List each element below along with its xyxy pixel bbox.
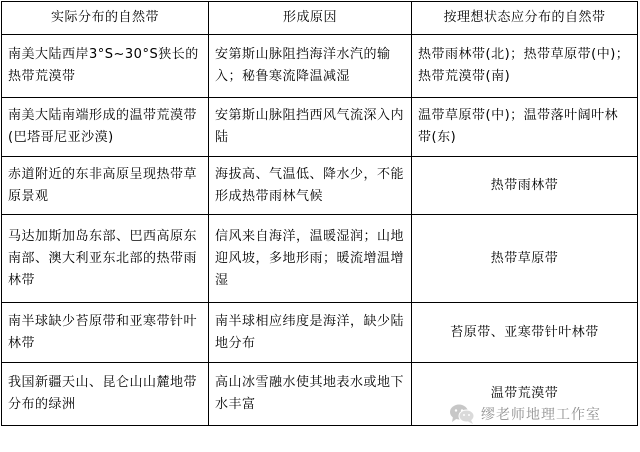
cell-cause: 南半球相应纬度是海洋，缺少陆地分布 (209, 303, 412, 363)
cell-actual-zone: 南半球缺少苔原带和亚寒带针叶林带 (2, 303, 209, 363)
cell-cause: 海拔高、气温低、降水少，不能形成热带雨林气候 (209, 157, 412, 215)
table-row (2, 215, 638, 303)
cell-actual-zone: 南美大陆南端形成的温带荒漠带(巴塔哥尼亚沙漠) (2, 98, 209, 157)
header-actual-zone: 实际分布的自然带 (2, 2, 209, 35)
table-row (2, 303, 638, 363)
table-row (2, 98, 638, 157)
cell-ideal-zone: 苔原带、亚寒带针叶林带 (412, 303, 638, 363)
cell-ideal-zone: 温带荒漠带 (412, 363, 638, 426)
cell-cause: 安第斯山脉阻挡海洋水汽的输入；秘鲁寒流降温减湿 (209, 35, 412, 98)
table-row (2, 35, 638, 98)
cell-cause: 信风来自海洋，温暖湿润；山地迎风坡，多地形雨；暖流增温增湿 (209, 215, 412, 303)
natural-zones-table (1, 1, 638, 426)
cell-ideal-zone: 热带雨林带 (412, 157, 638, 215)
cell-cause: 安第斯山脉阻挡西风气流深入内陆 (209, 98, 412, 157)
cell-actual-zone: 南美大陆西岸3°S~30°S狭长的热带荒漠带 (2, 35, 209, 98)
table-row (2, 363, 638, 426)
cell-ideal-zone: 温带草原带(中)；温带落叶阔叶林带(东) (412, 98, 638, 157)
header-ideal-zone: 按理想状态应分布的自然带 (412, 2, 638, 35)
table-header-row (2, 2, 638, 35)
header-cause: 形成原因 (209, 2, 412, 35)
table-row (2, 157, 638, 215)
cell-actual-zone: 我国新疆天山、昆仑山山麓地带分布的绿洲 (2, 363, 209, 426)
cell-ideal-zone: 热带草原带 (412, 215, 638, 303)
cell-cause: 高山冰雪融水使其地表水或地下水丰富 (209, 363, 412, 426)
watermark-text: 缪老师地理工作室 (481, 407, 601, 423)
cell-ideal-zone: 热带雨林带(北)；热带草原带(中)；热带荒漠带(南) (412, 35, 638, 98)
cell-actual-zone: 赤道附近的东非高原呈现热带草原景观 (2, 157, 209, 215)
cell-actual-zone: 马达加斯加岛东部、巴西高原东南部、澳大利亚东北部的热带雨林带 (2, 215, 209, 303)
